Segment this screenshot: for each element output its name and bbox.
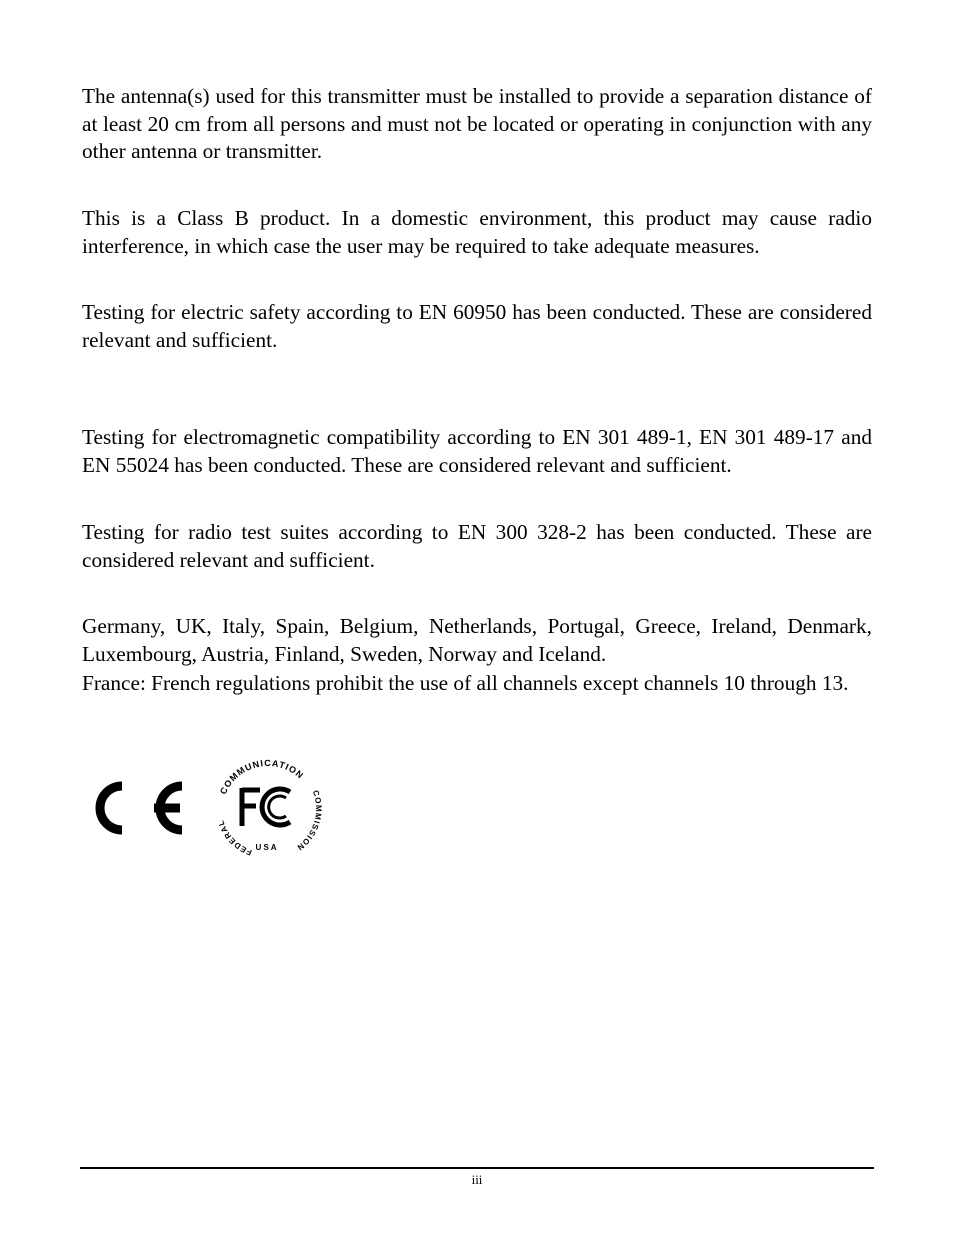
emc-paragraph: Testing for electromagnetic compatibility according to EN 301 489-1, EN 301 489-17 and EN 55024 has been conducted. These are considered relevant and sufficient. (82, 425, 872, 477)
fcc-logo-icon (204, 752, 332, 860)
class-b-paragraph: This is a Class B product. In a domestic environment, this product may cause radio interference, in which case the user may be required to take adequate measures. (82, 206, 872, 258)
certification-logos (82, 752, 342, 862)
ce-mark-icon (82, 772, 188, 844)
fcc-seal-right-text: COMMISSION (294, 789, 324, 853)
fcc-seal-top-text: COMMUNICATION (217, 757, 306, 796)
antenna-paragraph: The antenna(s) used for this transmitter must be installed to provide a separation distance of at least 20 cm from all persons and must not be located or operating in conjunction with any other antenna or transmitter. (82, 84, 872, 163)
page-number: iii (471, 1172, 483, 1187)
footer-divider (80, 1167, 874, 1169)
countries-paragraph: Germany, UK, Italy, Spain, Belgium, Netherlands, Portugal, Greece, Ireland, Denmark, Luxembourg, Austria, Finland, Sweden, Norway and Iceland. (82, 614, 872, 666)
electric-safety-paragraph: Testing for electric safety according to EN 60950 has been conducted. These are considered relevant and sufficient. (82, 300, 872, 352)
france-paragraph: France: French regulations prohibit the use of all channels except channels 10 through 13. (82, 671, 849, 695)
fcc-letters-emblem (242, 788, 290, 826)
fcc-seal-bottom-text: U S A (255, 843, 277, 852)
fcc-seal-left-text: FEDERAL (216, 818, 254, 858)
radio-test-paragraph: Testing for radio test suites according to EN 300 328-2 has been conducted. These are considered relevant and sufficient. (82, 520, 872, 572)
